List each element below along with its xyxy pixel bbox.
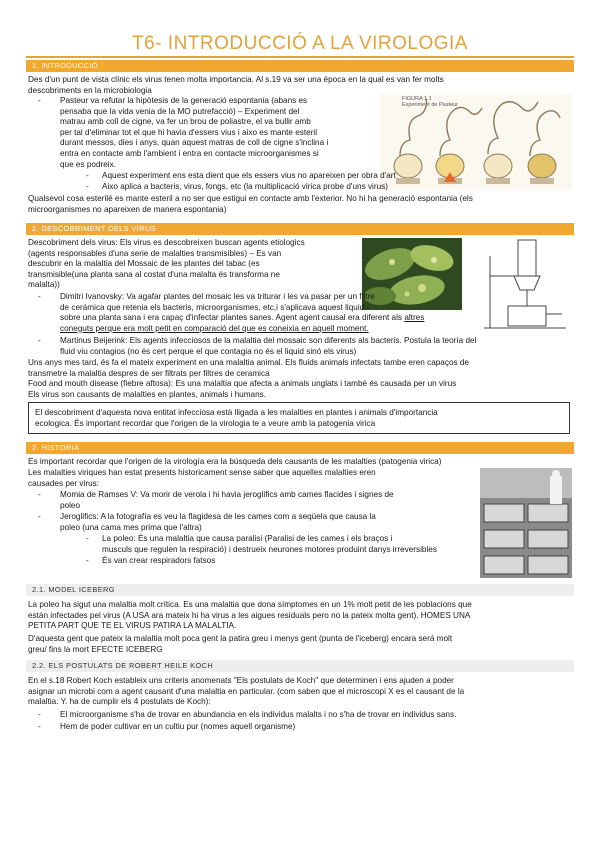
text-line: microorganismes no apareixen de manera espontania) [28, 204, 227, 214]
underlined-text: coneguts perque era molt petit en comparació del que es coneixia en aquell moment. [60, 323, 369, 333]
iceberg-paragraph-2 [28, 634, 572, 655]
bullet-dash: - [86, 171, 89, 180]
section-heading-historia: 2. HISTORIA [26, 442, 574, 454]
bullet-dash: - [38, 710, 41, 719]
text-line: descobriments en la microbiologia [28, 85, 152, 95]
bullet-dash: - [38, 96, 41, 105]
historia-paragraph-1: Es important recordar que l'origen de la virología era la búsqueda dels causants de les malalties (patogenia virica) [28, 457, 442, 466]
text-line: Jeroglifics: A la fotografía es veu la flagidesa de les cames com a seqüela que causa la [60, 512, 376, 521]
postulat-item-2: Hem de poder cultivar en un cultiu pur (nomes aquell organisme) [60, 722, 296, 731]
figure-caption: Experiment de Pasteur [402, 102, 458, 108]
text-line: En el s.18 Robert Koch estableix uns criteris anomenats "Els postulats de Koch" que determinen i ens ajuden a poder [28, 676, 454, 685]
callout-line: ecologica. És important recordar que l'origen de la virologia te a veure amb la patogenia virica [35, 418, 376, 428]
section-heading-intro: 1. INTRODUCCIÓ [26, 60, 574, 72]
text-line: Pasteur va refutar la hipòtesis de la generació espontania (abans es [60, 96, 308, 105]
subsection-heading-iceberg: 2.1. MODEL ICEBERG [26, 584, 574, 596]
text-line: entra en contacte amb l'ambient i entra en contacte microorganismes si [60, 148, 319, 158]
callout-box [28, 402, 570, 434]
text-line: La poleo: És una malaltia que causa paralisi (Paralisi de les cames i els braços i [102, 534, 393, 543]
ivanovsky-bullet [60, 292, 460, 313]
text-line: Descobriment dels virus: Els virus es descobreixen buscan agents etiologics [28, 238, 305, 247]
beijerink-bullet [60, 336, 570, 357]
subsection-heading-postulats: 2.2. ELS POSTULATS DE ROBERT HEILE KOCH [26, 660, 574, 672]
text-line: Uns anys mes tard, és fa el mateix experiment en una malaltia animal. Els fluids animals infectats tambe eren capaços de [28, 358, 469, 367]
text-line: matrau amb coll de cigne, va fer un brou de poliastre, el va bullir amb [60, 117, 311, 127]
text-line: están infectades pel virus (A USA ara mateix hi ha virus a les aigues residuals pero no la pateix molta gent). HOMES UNA [28, 610, 471, 620]
text-line: Els virus son causants de malalties en plantes, animals i humans. [28, 389, 267, 399]
text-line: malalta)) [28, 280, 60, 290]
iceberg-paragraph-1 [28, 600, 572, 632]
text-line: Momia de Ramses V: Va morir de verola i hi havia jeroglifics amb cames flacides i signes de [60, 490, 394, 499]
title-underline [26, 56, 574, 58]
text-line: causades per virus: [28, 478, 99, 488]
subbullet-text: Aquest experiment ens esta dient que els essers vius no apareixen per obra d'art [102, 171, 396, 180]
figure-label: FIGURA 1.1 [402, 96, 432, 102]
text-line: (agents responsables d'una serie de malalties transmisibles) – Es van [28, 248, 282, 258]
callout-line: El descobriment d'aquesta nova entitat infecciosa està lligada a les malalties en plantes i animals d'importancia [35, 408, 438, 417]
jeroglifics-bullet [60, 512, 480, 533]
ivanovsky-bullet-cont [60, 313, 570, 334]
descobriment-paragraph-2 [28, 358, 572, 400]
subbullet-text: Aixo aplica a bacteris, virus, fongs, etc (la multiplicació virica probe d'uns virus) [102, 182, 388, 191]
bullet-dash: - [38, 336, 41, 345]
polio-ward-photo [480, 468, 572, 578]
bullet-dash: - [38, 490, 41, 499]
text-line: de cerámica que retenia els bacteris, microorganismes, etc,i s'aplicava aquest liquid [60, 302, 365, 312]
text-line: Qualsevol cosa esterilé es mante esteril a no ser que estigui en contacte amb l'exterior. No hi ha generació espontania (els [28, 194, 473, 203]
descobriment-paragraph [28, 238, 354, 291]
text-line: durant messos, dies i anys, quan aquest matras de coll de cigne s'inclina i [60, 138, 329, 148]
postulats-paragraph [28, 676, 572, 708]
text-line: musculs que regulen la respiració) i destrueix neurones motores produint danys irreversibles [102, 544, 437, 554]
bullet-dash: - [38, 292, 41, 301]
bullet-dash: - [86, 556, 89, 565]
text-line: transmisible(una planta sana al costat d'una malalta és transforma ne [28, 269, 280, 279]
ward-illustration [480, 468, 572, 578]
polio-bullet [102, 534, 478, 555]
text-line: greu/ fins la mort EFECTE ICEBERG [28, 644, 163, 654]
intro-paragraph-2 [28, 194, 572, 215]
text-line: La poleo ha sigut una malaltia molt crítica. Es una malaltia que dona símptomes en un 1% molt petit de les poblacions que [28, 600, 472, 609]
text-line: Les malalties viriques han estat presents historicament sense saber que aquelles malalties eren [28, 468, 376, 477]
text-line: fluid viu contagios (no és cert perque el que contagia no és el liquid sinó els virus) [60, 346, 357, 356]
underlined-text: altres [404, 313, 425, 322]
text-line: Dimitri Ivanovsky: Va agafar plantes del mosaic les va triturar i les va pasar per un filtre [60, 292, 375, 301]
bullet-dash: - [38, 722, 41, 731]
ramses-bullet [60, 490, 480, 511]
text-line: poleo [60, 500, 81, 510]
section-heading-descobriment: 2. DESCOBRIMENT DELS VIRUS [26, 223, 574, 235]
text-line: Martinus Beijerink: Els agents infecciosos de la malaltia del mossaic son diferents als bacteris. Postula la teoría del [60, 336, 477, 345]
bullet-dash: - [38, 512, 41, 521]
text-line: transmetre la malaltia despres de ser filtrats per filtres de ceramica [28, 368, 270, 378]
text-line: poleo (una cama mes prima que l'altra) [60, 522, 202, 532]
text-line: per tal d'eliminar tot el que hi havia d'essers vius i aixo es mante esteril [60, 127, 318, 137]
text-line: malaltia. Y. ha de cumplir els 4 postulats de Koch): [28, 697, 211, 707]
postulat-item-1: El microorganisme s'ha de trovar en abundancia en els individus malalts i no s'ha de trovar en individus sans. [60, 710, 457, 719]
text-line: Food and mouth disease (fiebre aftosa): Es una malaltia que afecta a animals unglats i també és causada per un virus [28, 379, 457, 389]
text-line: asignar un microbi com a agent causant d'una malaltia en particular. (com saben que el microscopi X es el causant de la [28, 686, 465, 696]
text-line: pensaba que la vida venia de la MO putrefacció) – Experiment del [60, 106, 300, 116]
text-line: descubrir en la malaltia del Mossaic de les plantes del tabac (es [28, 259, 260, 269]
text-line: Des d'un punt de vista clínic els virus tenen molta importancia. Al s.19 va ser una época en la qual es van fer molts [28, 75, 444, 84]
intro-paragraph-1 [28, 75, 572, 96]
text-line: que es podreix. [60, 159, 116, 169]
bullet-dash: - [86, 182, 89, 191]
text-line: D'aquesta gent que pateix la malaltia molt poca gent la patira greu i menys gent (punta de l'iceberg) encara será molt [28, 634, 453, 643]
pasteur-bullet [60, 96, 378, 170]
respirators-bullet: És van crear respiradors fatsos [102, 556, 216, 565]
historia-paragraph-2 [28, 468, 476, 489]
text-line: PETITA PART QUE TE EL VIRUS PATIRA LA MALALTIA. [28, 621, 237, 631]
text-line: sobre una planta sana i era capaç d'infectar plantes sanes. Agent agent causal era diferent als [60, 313, 403, 322]
page-title: T6- INTRODUCCIÓ A LA VIROLOGIA [132, 33, 468, 54]
bullet-dash: - [86, 534, 89, 543]
